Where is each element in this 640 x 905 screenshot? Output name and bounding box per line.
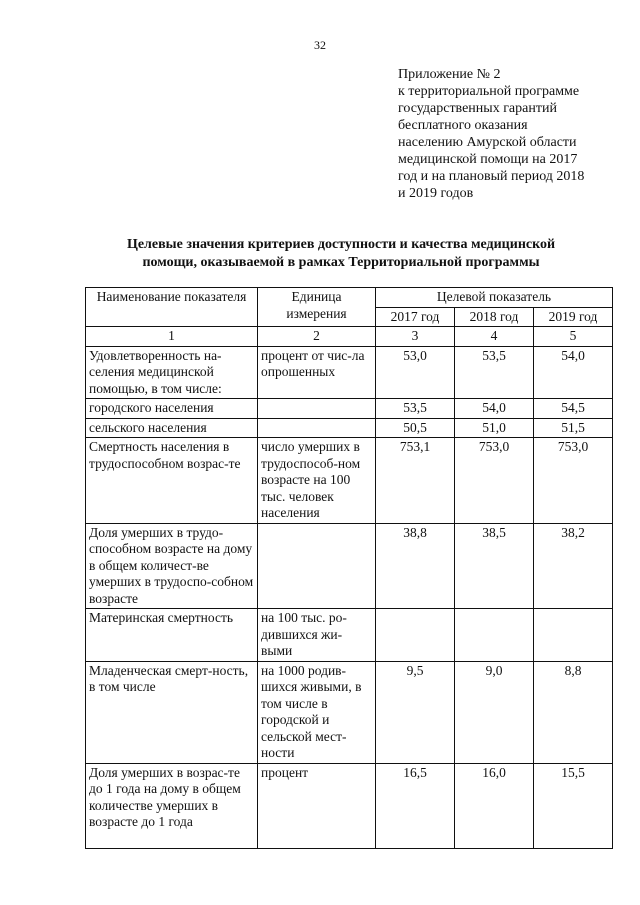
value-2017-cell: 38,8 bbox=[376, 523, 455, 609]
appendix-line: год и на плановый период 2018 bbox=[398, 169, 585, 184]
value-2019-cell: 15,5 bbox=[534, 763, 613, 848]
value-2017-cell: 53,5 bbox=[376, 399, 455, 419]
unit-cell bbox=[258, 399, 376, 419]
indicator-name-cell: сельского населения bbox=[86, 418, 258, 438]
title-line: помощи, оказываемой в рамках Территориальной программы bbox=[142, 255, 540, 270]
indicator-name-cell: Удовлетворенность на-селения медицинской помощью, в том числе: bbox=[86, 346, 258, 399]
unit-cell bbox=[258, 418, 376, 438]
value-2019-cell: 54,5 bbox=[534, 399, 613, 419]
title-line: Целевые значения критериев доступности и качества медицинской bbox=[126, 237, 556, 252]
value-2018-cell: 54,0 bbox=[455, 399, 534, 419]
criteria-table bbox=[85, 287, 613, 849]
value-2019-cell: 753,0 bbox=[534, 438, 613, 524]
value-2018-cell: 9,0 bbox=[455, 661, 534, 763]
header-row bbox=[86, 288, 613, 308]
value-2018-cell: 753,0 bbox=[455, 438, 534, 524]
header-2019: 2019 год bbox=[534, 307, 613, 327]
appendix-line: Приложение № 2 bbox=[398, 67, 501, 82]
value-2017-cell: 753,1 bbox=[376, 438, 455, 524]
table-row bbox=[86, 399, 613, 419]
value-2017-cell: 50,5 bbox=[376, 418, 455, 438]
header-unit: Единица измерения bbox=[258, 288, 376, 327]
value-2018-cell: 16,0 bbox=[455, 763, 534, 848]
unit-cell: на 100 тыс. ро-дившихся жи-выми bbox=[258, 609, 376, 662]
value-2018-cell: 53,5 bbox=[455, 346, 534, 399]
column-number: 3 bbox=[376, 327, 455, 347]
header-2018: 2018 год bbox=[455, 307, 534, 327]
value-2018-cell: 38,5 bbox=[455, 523, 534, 609]
unit-cell: число умерших в трудоспособ-ном возрасте на 100 тыс. человек населения bbox=[258, 438, 376, 524]
value-2017-cell: 53,0 bbox=[376, 346, 455, 399]
value-2018-cell bbox=[455, 609, 534, 662]
indicator-name-cell: городского населения bbox=[86, 399, 258, 419]
unit-cell bbox=[258, 523, 376, 609]
appendix-line: государственных гарантий bbox=[398, 101, 557, 116]
indicator-name-cell: Материнская смертность bbox=[86, 609, 258, 662]
value-2018-cell: 51,0 bbox=[455, 418, 534, 438]
page-number: 32 bbox=[314, 38, 326, 52]
value-2017-cell: 9,5 bbox=[376, 661, 455, 763]
appendix-line: населению Амурской области bbox=[398, 135, 577, 150]
header-name: Наименование показателя bbox=[86, 288, 258, 327]
value-2017-cell bbox=[376, 609, 455, 662]
appendix-line: к территориальной программе bbox=[398, 84, 580, 99]
table-row bbox=[86, 661, 613, 763]
table-row bbox=[86, 609, 613, 662]
indicator-name-cell: Доля умерших в трудо-способном возрасте на дому в общем количест-ве умерших в трудоспо-собном возрасте bbox=[86, 523, 258, 609]
column-number: 4 bbox=[455, 327, 534, 347]
appendix-line: бесплатного оказания bbox=[398, 118, 528, 133]
value-2019-cell: 51,5 bbox=[534, 418, 613, 438]
indicator-name-cell: Смертность населения в трудоспособном возрас-те bbox=[86, 438, 258, 524]
header-target: Целевой показатель bbox=[376, 288, 613, 308]
document-title bbox=[80, 236, 602, 272]
column-number: 5 bbox=[534, 327, 613, 347]
numbering-row bbox=[86, 327, 613, 347]
table-row bbox=[86, 763, 613, 848]
column-number: 1 bbox=[86, 327, 258, 347]
appendix-block bbox=[398, 66, 618, 202]
table-row bbox=[86, 438, 613, 524]
value-2019-cell: 38,2 bbox=[534, 523, 613, 609]
table-row bbox=[86, 346, 613, 399]
value-2017-cell: 16,5 bbox=[376, 763, 455, 848]
table-row bbox=[86, 523, 613, 609]
unit-cell: на 1000 родив-шихся живыми, в том числе в городской и сельской мест-ности bbox=[258, 661, 376, 763]
indicator-name-cell: Доля умерших в возрас-те до 1 года на дому в общем количестве умерших в возрасте до 1 года bbox=[86, 763, 258, 848]
column-number: 2 bbox=[258, 327, 376, 347]
unit-cell: процент от чис-ла опрошенных bbox=[258, 346, 376, 399]
table-row bbox=[86, 418, 613, 438]
value-2019-cell: 54,0 bbox=[534, 346, 613, 399]
value-2019-cell bbox=[534, 609, 613, 662]
unit-cell: процент bbox=[258, 763, 376, 848]
indicator-name-cell: Младенческая смерт-ность, в том числе bbox=[86, 661, 258, 763]
value-2019-cell: 8,8 bbox=[534, 661, 613, 763]
appendix-line: и 2019 годов bbox=[398, 186, 474, 201]
appendix-line: медицинской помощи на 2017 bbox=[398, 152, 578, 167]
header-2017: 2017 год bbox=[376, 307, 455, 327]
